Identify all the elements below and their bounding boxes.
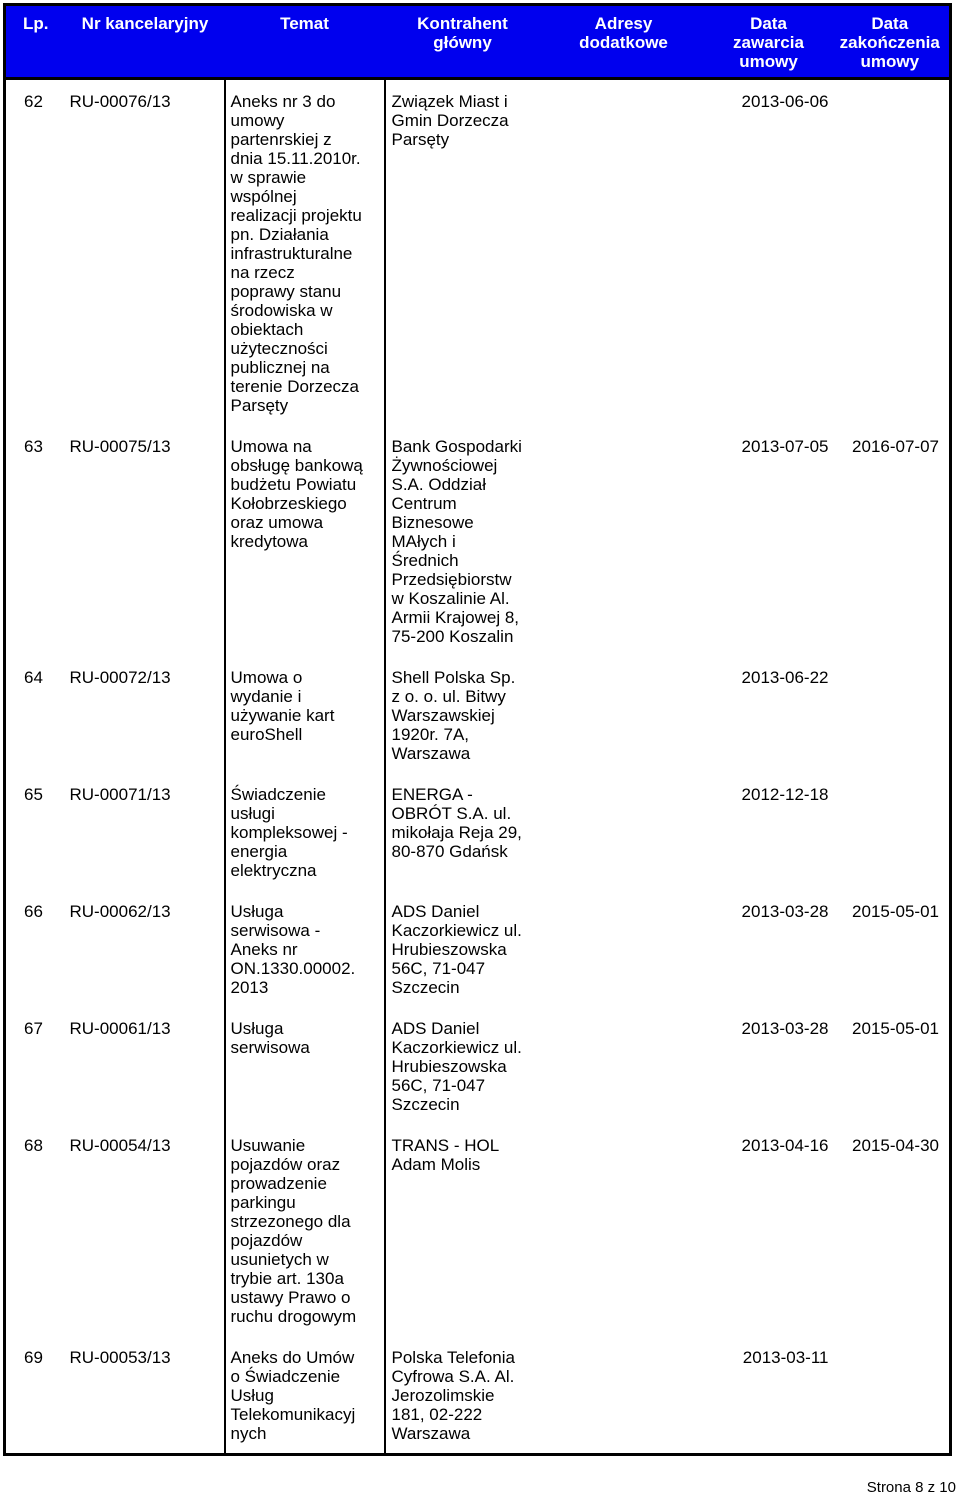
table-row bbox=[5, 773, 951, 890]
row-temat-line: budżetu Powiatu bbox=[230, 475, 357, 494]
row-temat-line: Umowa o bbox=[230, 668, 303, 687]
row-temat-line: umowy bbox=[230, 111, 285, 130]
row-data-zakonczenia bbox=[831, 1336, 951, 1455]
row-kontrahent-line: ADS Daniel bbox=[391, 1019, 480, 1038]
row-lp: 64 bbox=[24, 668, 43, 687]
row-temat-line: usunietych w bbox=[230, 1250, 329, 1269]
row-temat-line: publicznej na bbox=[230, 358, 330, 377]
row-kontrahent bbox=[385, 656, 541, 773]
row-temat-line: infrastrukturalne bbox=[230, 244, 353, 263]
table-row bbox=[5, 1007, 951, 1124]
row-temat-line: na rzecz bbox=[230, 263, 295, 282]
row-adresy bbox=[541, 890, 707, 1007]
row-kontrahent-line: Parsęty bbox=[391, 130, 450, 149]
row-temat bbox=[225, 1124, 385, 1336]
row-temat-line: Usługa bbox=[230, 902, 284, 921]
row-kontrahent-line: TRANS - HOL bbox=[391, 1136, 500, 1155]
row-kontrahent-line: Hrubieszowska bbox=[391, 940, 507, 959]
table-row bbox=[5, 1336, 951, 1455]
row-kontrahent-line: Żywnościowej bbox=[391, 456, 498, 475]
row-adresy bbox=[541, 1007, 707, 1124]
row-kontrahent-line: Średnich bbox=[391, 551, 459, 570]
row-kontrahent-line: 80-870 Gdańsk bbox=[391, 842, 508, 861]
row-temat-line: strzezonego dla bbox=[230, 1212, 351, 1231]
row-temat-line: serwisowa bbox=[230, 1038, 310, 1057]
row-temat-line: energia bbox=[230, 842, 288, 861]
row-temat-line: w sprawie bbox=[230, 168, 307, 187]
row-data-zakonczenia: 2016-07-07 bbox=[852, 437, 939, 456]
row-kontrahent-line: mikołaja Reja 29, bbox=[391, 823, 522, 842]
row-data-zawarcia: 2012-12-18 bbox=[741, 785, 829, 804]
row-data-zakonczenia: 2015-05-01 bbox=[852, 902, 939, 921]
row-kontrahent-line: Adam Molis bbox=[391, 1155, 481, 1174]
row-kontrahent bbox=[385, 1007, 541, 1124]
row-kontrahent-line: Warszawskiej bbox=[391, 706, 495, 725]
row-kontrahent-line: Gmin Dorzecza bbox=[391, 111, 509, 130]
row-nr-kancelaryjny: RU-00054/13 bbox=[69, 1136, 171, 1155]
row-temat-line: ustawy Prawo o bbox=[230, 1288, 351, 1307]
row-data-zawarcia: 2013-06-22 bbox=[741, 668, 829, 687]
row-temat-line: środowiska w bbox=[230, 301, 333, 320]
row-temat-line: ON.1330.00002. bbox=[230, 959, 356, 978]
row-temat bbox=[225, 1007, 385, 1124]
row-temat-line: używanie kart bbox=[230, 706, 335, 725]
row-temat-line: partenrskiej z bbox=[230, 130, 332, 149]
row-nr-kancelaryjny: RU-00075/13 bbox=[69, 437, 171, 456]
row-kontrahent-line: 75-200 Koszalin bbox=[391, 627, 514, 646]
row-temat bbox=[225, 656, 385, 773]
row-temat-line: Umowa na bbox=[230, 437, 312, 456]
row-nr-kancelaryjny: RU-00071/13 bbox=[69, 785, 171, 804]
header-kontrahent: Kontrahent główny bbox=[385, 5, 541, 79]
row-temat bbox=[225, 1336, 385, 1455]
header-adresy: Adresy dodatkowe bbox=[541, 5, 707, 79]
row-temat-line: wspólnej bbox=[230, 187, 297, 206]
row-kontrahent-line: Biznesowe bbox=[391, 513, 474, 532]
row-adresy bbox=[541, 773, 707, 890]
row-data-zawarcia: 2013-07-05 bbox=[741, 437, 829, 456]
row-temat-line: nych bbox=[230, 1424, 267, 1443]
row-nr-kancelaryjny: RU-00072/13 bbox=[69, 668, 171, 687]
row-temat-line: trybie art. 130a bbox=[230, 1269, 344, 1288]
row-kontrahent-line: w Koszalinie Al. bbox=[391, 589, 510, 608]
row-adresy bbox=[541, 656, 707, 773]
row-kontrahent-line: Związek Miast i bbox=[391, 92, 508, 111]
row-temat-line: Aneks nr 3 do bbox=[230, 92, 336, 111]
row-kontrahent-line: Kaczorkiewicz ul. bbox=[391, 1038, 522, 1057]
row-temat-line: realizacji projektu bbox=[230, 206, 362, 225]
row-temat-line: Usług bbox=[230, 1386, 274, 1405]
row-data-zawarcia: 2013-03-28 bbox=[741, 902, 829, 921]
row-lp: 65 bbox=[24, 785, 43, 804]
header-data-zakonczenia: Data zakończenia umowy bbox=[831, 5, 951, 79]
contracts-register-table bbox=[3, 3, 952, 1456]
row-temat-line: Aneks nr bbox=[230, 940, 298, 959]
row-kontrahent bbox=[385, 890, 541, 1007]
row-temat-line: poprawy stanu bbox=[230, 282, 342, 301]
row-temat-line: kompleksowej - bbox=[230, 823, 348, 842]
header-temat: Temat bbox=[225, 5, 385, 79]
row-temat-line: Telekomunikacyj bbox=[230, 1405, 356, 1424]
row-temat-line: oraz umowa bbox=[230, 513, 324, 532]
row-temat bbox=[225, 890, 385, 1007]
row-kontrahent-line: Warszawa bbox=[391, 1424, 471, 1443]
row-temat-line: elektryczna bbox=[230, 861, 317, 880]
row-kontrahent-line: MAłych i bbox=[391, 532, 456, 551]
header-data-zawarcia: Data zawarcia umowy bbox=[707, 5, 831, 79]
row-kontrahent bbox=[385, 79, 541, 426]
row-lp: 62 bbox=[24, 92, 43, 111]
row-kontrahent-line: 1920r. 7A, bbox=[391, 725, 470, 744]
row-adresy bbox=[541, 1124, 707, 1336]
row-temat-line: pojazdów bbox=[230, 1231, 303, 1250]
row-data-zakonczenia: 2015-04-30 bbox=[852, 1136, 939, 1155]
table-row bbox=[5, 425, 951, 656]
row-data-zawarcia: 2013-06-06 bbox=[741, 92, 829, 111]
row-lp: 68 bbox=[24, 1136, 43, 1155]
row-temat-line: użyteczności bbox=[230, 339, 328, 358]
row-adresy bbox=[541, 1336, 707, 1455]
table-header-row bbox=[5, 5, 951, 79]
row-temat-line: Parsęty bbox=[230, 396, 289, 415]
row-temat-line: serwisowa - bbox=[230, 921, 321, 940]
row-temat-line: dnia 15.11.2010r. bbox=[230, 149, 361, 168]
row-adresy bbox=[541, 79, 707, 426]
row-kontrahent-line: Cyfrowa S.A. Al. bbox=[391, 1367, 515, 1386]
row-temat-line: pojazdów oraz bbox=[230, 1155, 341, 1174]
table-row bbox=[5, 890, 951, 1007]
row-kontrahent-line: Centrum bbox=[391, 494, 457, 513]
row-temat bbox=[225, 773, 385, 890]
row-temat-line: Kołobrzeskiego bbox=[230, 494, 347, 513]
row-temat-line: 2013 bbox=[230, 978, 269, 997]
header-lp: Lp. bbox=[5, 5, 66, 79]
table-row bbox=[5, 1124, 951, 1336]
row-kontrahent-line: 56C, 71-047 bbox=[391, 959, 486, 978]
row-kontrahent bbox=[385, 425, 541, 656]
row-temat-line: obsługę bankową bbox=[230, 456, 363, 475]
row-temat-line: Świadczenie bbox=[230, 785, 326, 804]
row-temat-line: ruchu drogowym bbox=[230, 1307, 357, 1326]
row-kontrahent-line: z o. o. ul. Bitwy bbox=[391, 687, 506, 706]
row-kontrahent-line: ADS Daniel bbox=[391, 902, 480, 921]
row-kontrahent-line: 56C, 71-047 bbox=[391, 1076, 486, 1095]
row-temat bbox=[225, 79, 385, 426]
row-adresy bbox=[541, 425, 707, 656]
row-kontrahent-line: Bank Gospodarki bbox=[391, 437, 522, 456]
page-footer: Strona 8 z 10 bbox=[866, 1479, 956, 1496]
row-data-zawarcia: 2013-03-28 bbox=[741, 1019, 829, 1038]
row-kontrahent bbox=[385, 1336, 541, 1455]
row-data-zakonczenia bbox=[831, 656, 951, 773]
row-kontrahent-line: Shell Polska Sp. bbox=[391, 668, 516, 687]
row-temat-line: wydanie i bbox=[230, 687, 302, 706]
row-kontrahent-line: OBRÓT S.A. ul. bbox=[391, 804, 512, 823]
row-data-zakonczenia bbox=[831, 79, 951, 426]
row-temat-line: parkingu bbox=[230, 1193, 296, 1212]
row-nr-kancelaryjny: RU-00053/13 bbox=[69, 1348, 171, 1367]
row-temat-line: Usuwanie bbox=[230, 1136, 306, 1155]
row-kontrahent-line: Szczecin bbox=[391, 978, 460, 997]
row-temat-line: Aneks do Umów bbox=[230, 1348, 355, 1367]
row-kontrahent-line: 181, 02-222 bbox=[391, 1405, 483, 1424]
row-temat bbox=[225, 425, 385, 656]
row-temat-line: pn. Działania bbox=[230, 225, 329, 244]
row-kontrahent-line: Przedsiębiorstw bbox=[391, 570, 512, 589]
row-lp: 66 bbox=[24, 902, 43, 921]
row-kontrahent bbox=[385, 1124, 541, 1336]
row-kontrahent-line: Warszawa bbox=[391, 744, 471, 763]
row-data-zawarcia: 2013-03-11 bbox=[742, 1348, 829, 1367]
row-data-zakonczenia: 2015-05-01 bbox=[852, 1019, 939, 1038]
table-row bbox=[5, 656, 951, 773]
row-kontrahent-line: Armii Krajowej 8, bbox=[391, 608, 520, 627]
row-lp: 69 bbox=[24, 1348, 43, 1367]
row-nr-kancelaryjny: RU-00062/13 bbox=[69, 902, 171, 921]
row-temat-line: usługi bbox=[230, 804, 275, 823]
header-nr-kancelaryjny: Nr kancelaryjny bbox=[66, 5, 225, 79]
row-nr-kancelaryjny: RU-00076/13 bbox=[69, 92, 171, 111]
row-temat-line: kredytowa bbox=[230, 532, 308, 551]
row-temat-line: Usługa bbox=[230, 1019, 284, 1038]
row-kontrahent-line: Kaczorkiewicz ul. bbox=[391, 921, 522, 940]
row-kontrahent-line: ENERGA - bbox=[391, 785, 473, 804]
row-temat-line: prowadzenie bbox=[230, 1174, 327, 1193]
row-kontrahent-line: Hrubieszowska bbox=[391, 1057, 507, 1076]
row-temat-line: o Świadczenie bbox=[230, 1367, 341, 1386]
table-row bbox=[5, 79, 951, 426]
row-temat-line: obiektach bbox=[230, 320, 304, 339]
row-kontrahent-line: S.A. Oddział bbox=[391, 475, 486, 494]
row-kontrahent-line: Szczecin bbox=[391, 1095, 460, 1114]
row-lp: 67 bbox=[24, 1019, 43, 1038]
row-temat-line: terenie Dorzecza bbox=[230, 377, 360, 396]
row-data-zakonczenia bbox=[831, 773, 951, 890]
row-lp: 63 bbox=[24, 437, 43, 456]
row-kontrahent-line: Polska Telefonia bbox=[391, 1348, 515, 1367]
row-data-zawarcia: 2013-04-16 bbox=[741, 1136, 829, 1155]
row-kontrahent bbox=[385, 773, 541, 890]
row-nr-kancelaryjny: RU-00061/13 bbox=[69, 1019, 171, 1038]
row-kontrahent-line: Jerozolimskie bbox=[391, 1386, 495, 1405]
row-temat-line: euroShell bbox=[230, 725, 303, 744]
